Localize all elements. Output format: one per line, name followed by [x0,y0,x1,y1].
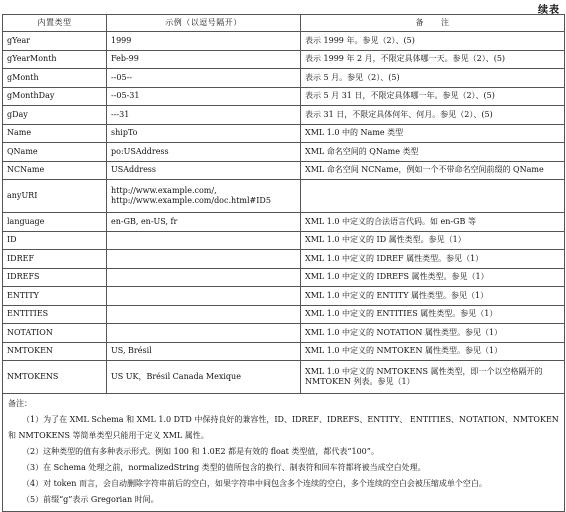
example-line: US UK，Brésil Canada Mexique [111,371,241,381]
cell-example [107,213,301,232]
cell-type: QName [3,143,107,162]
example-line: http://www.example.com/, [111,185,217,195]
cell-example [107,305,301,324]
cell-type: gMonth [3,69,107,88]
cell-note: 表示 1999 年。参见（2）、(5) [301,32,565,51]
cell-example [107,124,301,143]
footnote-2: （2）这种类型的值有多种表示形式。例如 100 和 1.0E2 都是有效的 float 类型值，都代表“100”。 [22,447,379,456]
header-type: 内置类型 [3,15,107,32]
table-row [3,124,565,143]
footnote-4: （4）对 token 而言，会自动删除字符串前后的空白，如果字符串中间包含多个连续的空白，多个连续的空白会被压缩成单个空白。 [22,479,487,488]
footnotes-row [3,394,565,512]
table-row [3,32,565,51]
cell-note: XML 1.0 中定义的 IDREF 属性类型。参见（1） [301,250,565,269]
cell-example [107,50,301,69]
example-line: 1999 [111,35,132,45]
table-row [3,342,565,361]
cell-type: anyURI [3,180,107,213]
cell-example [107,268,301,287]
example-line: http://www.example.com/doc.html#ID5 [111,196,271,205]
cell-example [107,106,301,125]
table-row [3,87,565,106]
table-row [3,305,565,324]
cell-note: XML 1.0 中定义的 ENTITY 属性类型。参见（1） [301,287,565,306]
table-row [3,268,565,287]
cell-note: 表示 5 月 31 日，不限定具体哪一年。参见（2）、(5) [301,87,565,106]
table-row [3,69,565,88]
example-line: Feb-99 [111,54,139,64]
cell-example [107,324,301,343]
cell-note: XML 1.0 中定义的 ENTITIES 属性类型。参见（1） [301,305,565,324]
header-example: 示例（以逗号隔开） [107,15,301,32]
table-row [3,231,565,250]
cell-example [107,32,301,51]
table-body [3,32,565,394]
cell-note: 表示 5 月。参见（2）、(5) [301,69,565,88]
example-line: --05-31 [111,91,140,101]
cell-note: XML 1.0 中定义的 NMTOKENS 属性类型，即一个以空格隔开的 NMTOKEN 列表。参见（1） [301,361,565,394]
continued-label: 续表 [538,5,560,16]
cell-type: NMTOKENS [3,361,107,394]
cell-note [301,180,565,213]
cell-type: gYearMonth [3,50,107,69]
cell-example [107,361,301,394]
cell-example [107,287,301,306]
cell-note: XML 1.0 中定义的 IDREFS 属性类型。参见（1） [301,268,565,287]
cell-type: NOTATION [3,324,107,343]
cell-example [107,161,301,180]
table-row [3,361,565,394]
cell-example [107,250,301,269]
cell-type: IDREFS [3,268,107,287]
table-row [3,250,565,269]
cell-example [107,87,301,106]
cell-note: XML 命名空间的 QName 类型 [301,143,565,162]
cell-example [107,180,301,213]
cell-type: gMonthDay [3,87,107,106]
cell-type: gYear [3,32,107,51]
example-line: en-GB, en-US, fr [111,216,178,226]
footnotes-cell [3,394,565,512]
footnote-3: （3）在 Schema 处理之前，normalizedString 类型的值所包含的换行、制表符和回车符都将被当成空白处理。 [22,463,426,472]
cell-example [107,342,301,361]
example-line: US, Brésil [111,346,152,356]
footnotes-title: 备注： [8,399,32,408]
table-row [3,287,565,306]
cell-type: Name [3,124,107,143]
table-row [3,324,565,343]
cell-note: XML 1.0 中定义的 ID 属性类型。参见（1） [301,231,565,250]
cell-example [107,69,301,88]
example-line: shipTo [111,128,138,138]
cell-type: NMTOKEN [3,342,107,361]
cell-note: XML 1.0 中定义的 NMTOKEN 属性类型。参见（1） [301,342,565,361]
builtin-types-table [2,14,565,512]
cell-type: IDREF [3,250,107,269]
header-note: 备 注 [301,15,565,32]
cell-type: gDay [3,106,107,125]
cell-note: XML 1.0 中定义的 NOTATION 属性类型。参见（1） [301,324,565,343]
footnote-5: （5）前缀“g”表示 Gregorian 时间。 [22,495,159,504]
cell-type: ENTITY [3,287,107,306]
cell-example [107,231,301,250]
table-row [3,143,565,162]
cell-note: XML 命名空间 NCName，例如一个不带命名空间前缀的 QName [301,161,565,180]
table-row [3,213,565,232]
cell-type: language [3,213,107,232]
table-row [3,161,565,180]
example-line: po:USAddress [111,146,169,156]
cell-note: XML 1.0 中的 Name 类型 [301,124,565,143]
cell-example [107,143,301,162]
cell-type: ID [3,231,107,250]
cell-note: 表示 31 日，不限定具体何年、何月。参见（2）、(5) [301,106,565,125]
footnote-1: （1）为了在 XML Schema 和 XML 1.0 DTD 中保持良好的兼容性，ID、IDREF、IDREFS、ENTITY、 ENTITIES、NOTATION、NMTOKEN 和 NMTOKENS 等简单类型只能用于定义 XML 属性。 [8,415,559,440]
table-row [3,50,565,69]
cell-note: XML 1.0 中定义的合法语言代码。如 en-GB 等 [301,213,565,232]
table-row [3,106,565,125]
example-line: --05-- [111,72,132,82]
table-row [3,180,565,213]
example-line: ---31 [111,109,130,119]
cell-type: NCName [3,161,107,180]
table-header-row [3,15,565,32]
example-line: USAddress [111,165,157,175]
cell-type: ENTITIES [3,305,107,324]
cell-note: 表示 1999 年 2 月，不限定具体哪一天。参见（2）、(5) [301,50,565,69]
